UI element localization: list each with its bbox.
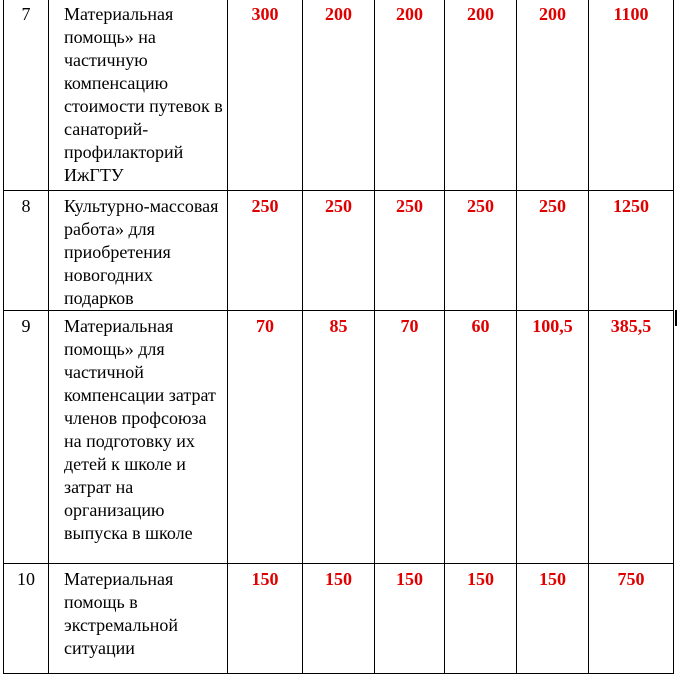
row-description: Материальная помощь в экстремальной ситуации bbox=[49, 563, 228, 673]
row-value: 250 bbox=[517, 190, 589, 310]
row-number: 10 bbox=[4, 563, 49, 673]
row-number: 9 bbox=[4, 310, 49, 563]
row-total: 1100 bbox=[589, 0, 674, 190]
budget-table bbox=[3, 0, 674, 674]
row-value: 150 bbox=[228, 563, 303, 673]
row-total: 1250 bbox=[589, 190, 674, 310]
row-value: 150 bbox=[517, 563, 589, 673]
row-value: 200 bbox=[303, 0, 375, 190]
row-total: 750 bbox=[589, 563, 674, 673]
row-value: 250 bbox=[445, 190, 517, 310]
row-value: 250 bbox=[375, 190, 445, 310]
row-value: 300 bbox=[228, 0, 303, 190]
row-description: Культурно-массовая работа» для приобретения новогодних подарков bbox=[49, 190, 228, 310]
table-row bbox=[4, 190, 674, 310]
row-value: 85 bbox=[303, 310, 375, 563]
table-row bbox=[4, 310, 674, 563]
row-value: 200 bbox=[517, 0, 589, 190]
text-cursor bbox=[675, 310, 677, 326]
row-value: 100,5 bbox=[517, 310, 589, 563]
row-value: 250 bbox=[228, 190, 303, 310]
row-value: 200 bbox=[375, 0, 445, 190]
row-value: 70 bbox=[228, 310, 303, 563]
row-value: 200 bbox=[445, 0, 517, 190]
row-value: 150 bbox=[445, 563, 517, 673]
row-number: 7 bbox=[4, 0, 49, 190]
row-value: 250 bbox=[303, 190, 375, 310]
row-number: 8 bbox=[4, 190, 49, 310]
row-description: Материальная помощь» для частичной компенсации затрат членов профсоюза на подготовку их детей к школе и затрат на организацию выпуска в школе bbox=[49, 310, 228, 563]
row-total: 385,5 bbox=[589, 310, 674, 563]
row-value: 70 bbox=[375, 310, 445, 563]
table-row bbox=[4, 563, 674, 673]
row-description: Материальная помощь» на частичную компенсацию стоимости путевок в санаторий-профилакторий ИжГТУ bbox=[49, 0, 228, 190]
row-value: 150 bbox=[375, 563, 445, 673]
row-value: 60 bbox=[445, 310, 517, 563]
row-value: 150 bbox=[303, 563, 375, 673]
table-row bbox=[4, 0, 674, 190]
